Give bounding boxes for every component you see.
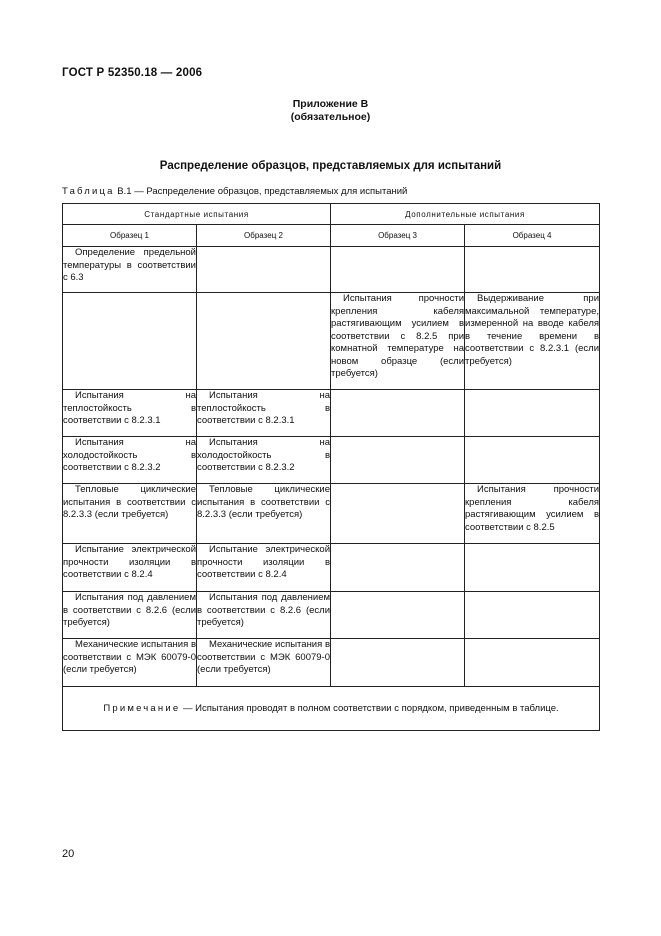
table-cell (197, 293, 331, 390)
table-cell (331, 247, 465, 293)
table-cell: Испытания на холодостойкость в соответствии с 8.2.3.2 (63, 437, 197, 484)
table-cell (465, 592, 600, 639)
table-cell: Механические испытания в соответствии с МЭК 60079-0 (если требуется) (197, 639, 331, 687)
group-header-standard: Стандартные испытания (63, 204, 331, 225)
table-row (63, 437, 600, 484)
table-note (63, 687, 600, 731)
table-cell (331, 544, 465, 592)
table-cell: Определение предельной температуры в соответствии с 6.3 (63, 247, 197, 293)
table-cell: Испытания на теплостойкость в соответствии с 8.2.3.1 (197, 390, 331, 437)
table-cell: Испытания прочности крепления кабеля растягивающим усилием в соответствии с 8.2.5 (465, 484, 600, 544)
page-number: 20 (62, 848, 75, 860)
table-row (63, 484, 600, 544)
table-cell: Тепловые циклические испытания в соответствии с 8.2.3.3 (если требуется) (197, 484, 331, 544)
table-caption-prefix: Таблица (62, 186, 115, 197)
table-cell: Тепловые циклические испытания в соответствии с 8.2.3.3 (если требуется) (63, 484, 197, 544)
table-cell: Испытание электрической прочности изоляции в соответствии с 8.2.4 (63, 544, 197, 592)
note-prefix: Примечание (103, 703, 181, 714)
column-header-sample-3: Образец 3 (331, 225, 465, 247)
table-cell (465, 544, 600, 592)
column-header-row (63, 225, 600, 247)
table-row (63, 544, 600, 592)
note-row (63, 687, 600, 731)
column-header-sample-1: Образец 1 (63, 225, 197, 247)
table-cell (465, 639, 600, 687)
table-cell (331, 484, 465, 544)
appendix-status: (обязательное) (290, 111, 371, 123)
table-row (63, 592, 600, 639)
table-cell (465, 247, 600, 293)
section-title: Распределение образцов, представляемых для испытаний (159, 160, 502, 172)
table-cell (197, 247, 331, 293)
document-header: ГОСТ Р 52350.18 — 2006 (62, 67, 203, 79)
column-header-sample-2: Образец 2 (197, 225, 331, 247)
table-cell: Испытания на холодостойкость в соответствии с 8.2.3.2 (197, 437, 331, 484)
group-header-row (63, 204, 600, 225)
table-cell (331, 639, 465, 687)
table-cell: Испытания под давлением в соответствии с 8.2.6 (если требуется) (197, 592, 331, 639)
table-cell (331, 437, 465, 484)
appendix-heading (0, 98, 661, 124)
column-header-sample-4: Образец 4 (465, 225, 600, 247)
table-row (63, 247, 600, 293)
table-cell (331, 390, 465, 437)
table-row (63, 390, 600, 437)
note-text: — Испытания проводят в полном соответствии с порядком, приведенным в таблице. (182, 703, 559, 714)
appendix-title: Приложение В (292, 98, 369, 110)
group-header-additional: Дополнительные испытания (331, 204, 600, 225)
table-cell: Испытания на теплостойкость в соответствии с 8.2.3.1 (63, 390, 197, 437)
table-cell: Испытание электрической прочности изоляции в соответствии с 8.2.4 (197, 544, 331, 592)
distribution-table (62, 203, 600, 731)
table-cell (465, 390, 600, 437)
table-row (63, 639, 600, 687)
table-cell: Испытания прочности крепления кабеля растягивающим усилием в соответствии с 8.2.5 при комнатной температуре на новом образце (если требуется) (331, 293, 465, 390)
table-row (63, 293, 600, 390)
table-cell: Испытания под давлением в соответствии с 8.2.6 (если требуется) (63, 592, 197, 639)
table-cell (465, 437, 600, 484)
table-cell (63, 293, 197, 390)
table-caption-text: В.1 — Распределение образцов, представляемых для испытаний (117, 186, 408, 197)
table-cell (331, 592, 465, 639)
table-cell: Механические испытания в соответствии с МЭК 60079-0 (если требуется) (63, 639, 197, 687)
table-cell: Выдерживание при максимальной температуре, измеренной на вводе кабеля в течение времени в соответствии с 8.2.3.1 (если требуется) (465, 293, 600, 390)
table-caption (62, 186, 407, 197)
